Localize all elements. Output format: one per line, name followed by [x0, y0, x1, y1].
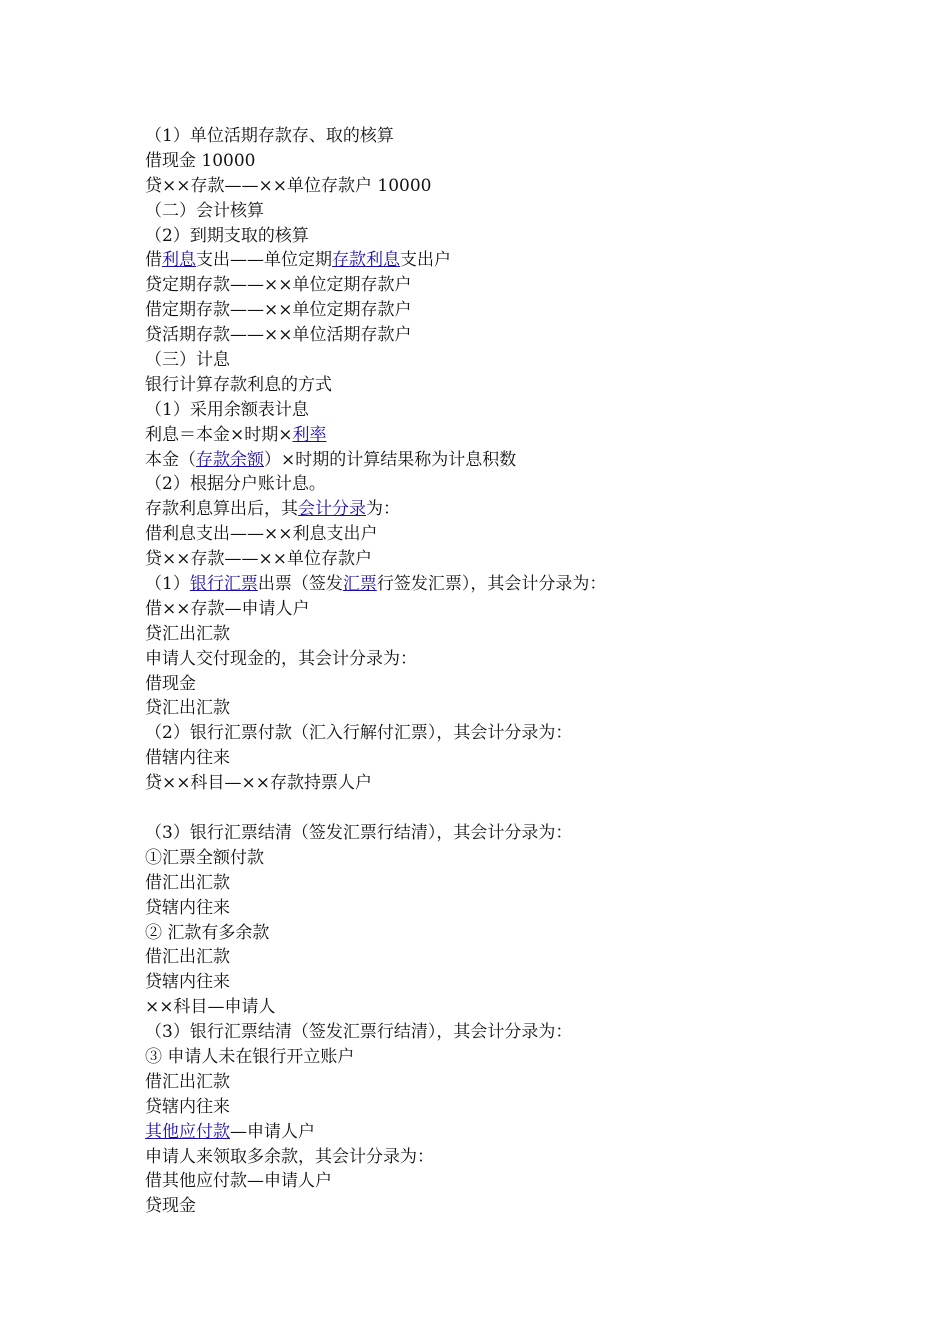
- text-line: [145, 398, 865, 423]
- text-segment: （2）根据分户账计息。: [145, 474, 326, 495]
- text-line: [145, 1095, 865, 1120]
- text-line: [145, 696, 865, 721]
- text-segment: （3）银行汇票结清（签发汇票行结清），其会计分录为：: [145, 822, 573, 843]
- text-segment: 借: [145, 250, 162, 271]
- text-line: [145, 970, 865, 995]
- text-segment: 行签发汇票），其会计分录为：: [376, 574, 607, 595]
- text-segment: 借其他应付款—申请人户: [145, 1171, 332, 1192]
- text-segment: （1）采用余额表计息: [145, 399, 309, 420]
- text-line: [145, 1020, 865, 1045]
- text-segment: ）×时期的计算结果称为计息积数: [264, 449, 517, 470]
- text-line: [145, 298, 865, 323]
- text-segment: 申请人交付现金的，其会计分录为：: [145, 648, 417, 669]
- text-segment: （3）银行汇票结清（签发汇票行结清），其会计分录为：: [145, 1022, 573, 1043]
- text-line: [145, 1045, 865, 1070]
- text-line: [145, 273, 865, 298]
- keyword-link[interactable]: 利息: [162, 250, 196, 271]
- text-line: [145, 522, 865, 547]
- text-line: [145, 124, 865, 149]
- text-line: [145, 647, 865, 672]
- text-line: [145, 497, 865, 522]
- text-line: [145, 771, 865, 796]
- text-line: [145, 622, 865, 647]
- text-segment: 贷辖内往来: [145, 972, 230, 993]
- keyword-link[interactable]: 会计分录: [298, 499, 366, 520]
- text-segment: 支出——单位定期: [196, 250, 332, 271]
- text-segment: （2）银行汇票付款（汇入行解付汇票），其会计分录为：: [145, 723, 573, 744]
- text-segment: 借定期存款——××单位定期存款户: [145, 300, 412, 321]
- text-line: [145, 1194, 865, 1219]
- text-line: [145, 1169, 865, 1194]
- text-line: [145, 448, 865, 473]
- text-line: [145, 995, 865, 1020]
- text-segment: 借××存款—申请人户: [145, 598, 310, 619]
- text-line: [145, 423, 865, 448]
- text-segment: 贷汇出汇款: [145, 698, 230, 719]
- text-segment: 贷××存款——××单位存款户: [145, 549, 372, 570]
- text-segment: ② 汇款有多余款: [145, 922, 270, 943]
- text-segment: （2）到期支取的核算: [145, 225, 309, 246]
- text-segment: 借汇出汇款: [145, 872, 230, 893]
- blank-line: [145, 796, 865, 821]
- text-line: [145, 224, 865, 249]
- text-segment: 借现金 10000: [145, 150, 256, 171]
- document-body: [145, 124, 865, 1219]
- text-line: [145, 821, 865, 846]
- text-segment: 本金（: [145, 449, 196, 470]
- text-segment: 贷活期存款——××单位活期存款户: [145, 325, 412, 346]
- text-segment: 借现金: [145, 673, 196, 694]
- text-segment: 贷汇出汇款: [145, 623, 230, 644]
- text-segment: 贷辖内往来: [145, 1096, 230, 1117]
- text-segment: ③ 申请人未在银行开立账户: [145, 1046, 355, 1067]
- text-line: [145, 1120, 865, 1145]
- text-line: [145, 921, 865, 946]
- text-line: [145, 746, 865, 771]
- text-line: [145, 721, 865, 746]
- text-segment: —申请人户: [230, 1121, 315, 1142]
- text-segment: 贷现金: [145, 1196, 196, 1217]
- text-line: [145, 248, 865, 273]
- text-segment: 银行计算存款利息的方式: [145, 374, 332, 395]
- text-line: [145, 871, 865, 896]
- text-segment: 贷××存款——××单位存款户 10000: [145, 175, 432, 196]
- text-line: [145, 199, 865, 224]
- text-segment: 贷定期存款——××单位定期存款户: [145, 275, 412, 296]
- text-segment: ××科目—申请人: [145, 997, 276, 1018]
- text-segment: （1）单位活期存款存、取的核算: [145, 126, 394, 146]
- keyword-link[interactable]: 存款余额: [196, 449, 264, 470]
- keyword-link[interactable]: 利率: [292, 424, 327, 445]
- text-line: [145, 572, 865, 597]
- text-line: [145, 846, 865, 871]
- text-segment: 借汇出汇款: [145, 947, 230, 968]
- text-segment: 为：: [366, 499, 400, 520]
- text-segment: 借辖内往来: [145, 748, 230, 769]
- text-segment: ①汇票全额付款: [145, 847, 264, 868]
- text-line: [145, 149, 865, 174]
- text-segment: 申请人来领取多余款，其会计分录为：: [145, 1146, 434, 1167]
- text-segment: 利息＝本金×时期×: [145, 424, 293, 445]
- text-line: [145, 323, 865, 348]
- text-segment: （二）会计核算: [145, 200, 264, 221]
- text-line: [145, 945, 865, 970]
- text-line: [145, 1145, 865, 1170]
- text-segment: （三）计息: [145, 350, 230, 371]
- text-line: [145, 896, 865, 921]
- text-segment: 贷辖内往来: [145, 897, 230, 918]
- text-segment: 支出户: [400, 250, 451, 271]
- text-line: [145, 348, 865, 373]
- text-segment: 借汇出汇款: [145, 1071, 230, 1092]
- text-segment: 贷××科目—××存款持票人户: [145, 773, 372, 794]
- text-segment: （1）: [145, 574, 190, 595]
- text-line: [145, 672, 865, 697]
- text-segment: 出票（签发: [257, 574, 343, 595]
- text-segment: 借利息支出——××利息支出户: [145, 524, 378, 545]
- keyword-link[interactable]: 汇票: [342, 574, 377, 595]
- text-line: [145, 597, 865, 622]
- text-line: [145, 547, 865, 572]
- keyword-link[interactable]: 银行汇票: [189, 574, 258, 595]
- text-line: [145, 373, 865, 398]
- keyword-link[interactable]: 存款利息: [332, 250, 400, 271]
- text-line: [145, 1070, 865, 1095]
- text-line: [145, 174, 865, 199]
- text-segment: 存款利息算出后，其: [145, 499, 298, 520]
- text-line: [145, 472, 865, 497]
- keyword-link[interactable]: 其他应付款: [145, 1121, 230, 1142]
